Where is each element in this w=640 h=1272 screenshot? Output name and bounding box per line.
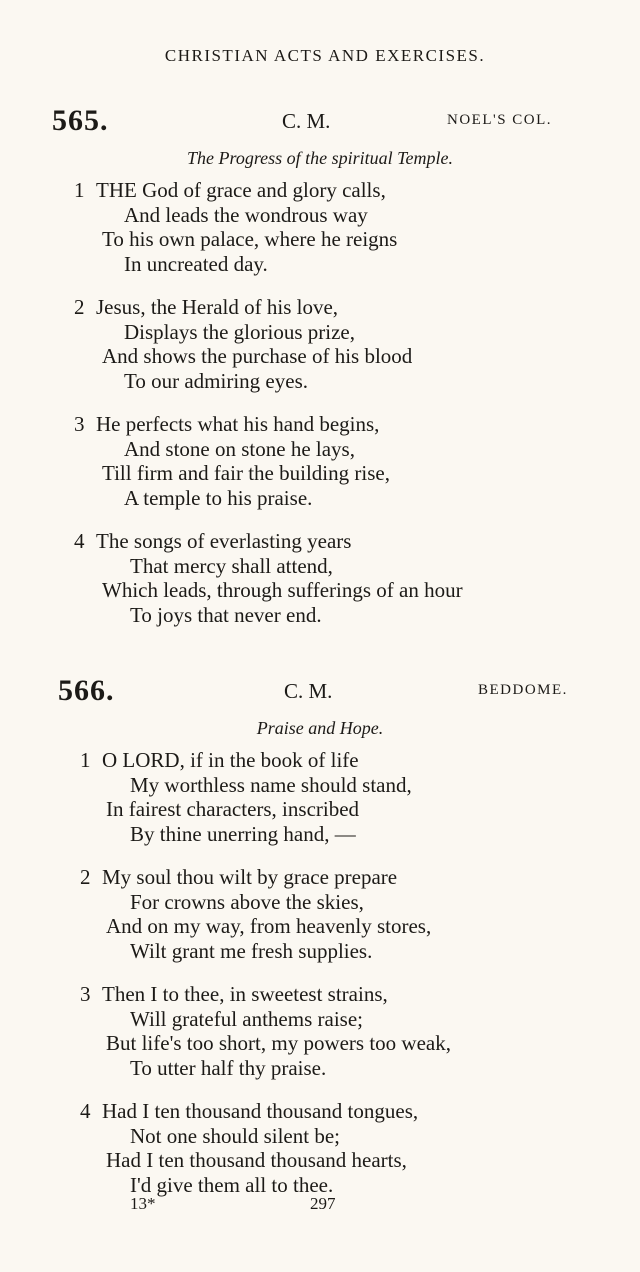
stanza	[0, 178, 640, 276]
hymn-566	[0, 674, 640, 1216]
verse-text: THE God of grace and glory calls,	[96, 178, 386, 202]
stanza-number: 1	[80, 748, 91, 772]
stanza-line: By thine unerring hand, —	[130, 821, 356, 846]
verse-text: He perfects what his hand begins,	[96, 412, 380, 436]
stanza-line: I'd give them all to thee.	[130, 1172, 334, 1197]
stanza	[0, 412, 640, 510]
stanza-line: Will grateful anthems raise;	[130, 1006, 363, 1031]
stanza-line: Which leads, through sufferings of an hour	[102, 578, 463, 602]
stanza-line	[0, 982, 640, 1007]
stanza-line: To his own palace, where he reigns	[102, 227, 398, 251]
stanza-line: Not one should silent be;	[130, 1123, 340, 1148]
stanza	[0, 748, 640, 846]
stanza	[0, 865, 640, 963]
verse-text: The songs of everlasting years	[96, 529, 352, 553]
stanza-line	[0, 178, 640, 203]
page-number: 297	[310, 1194, 336, 1213]
stanza	[0, 1099, 640, 1197]
hymn-meter: C. M.	[284, 679, 333, 703]
signature-mark: 13*	[130, 1194, 156, 1213]
stanza-line: In uncreated day.	[124, 251, 268, 276]
hymn-subtitle: The Progress of the spiritual Temple.	[186, 148, 453, 168]
stanza-number: 4	[80, 1099, 91, 1123]
hymn-subtitle: Praise and Hope.	[256, 718, 384, 738]
hymn-header	[0, 104, 640, 138]
hymn-number: 565.	[52, 104, 109, 137]
stanza-line: Displays the glorious prize,	[124, 319, 355, 344]
stanza-line: For crowns above the skies,	[130, 889, 364, 914]
stanza-line	[0, 865, 640, 890]
stanza	[0, 295, 640, 393]
stanza-line	[0, 295, 640, 320]
stanza-line: A temple to his praise.	[124, 485, 313, 510]
stanza-number: 1	[74, 178, 85, 202]
stanza-line	[0, 529, 640, 554]
stanza-line: My worthless name should stand,	[130, 772, 412, 797]
stanza-line: And stone on stone he lays,	[124, 436, 355, 461]
stanza-line: To utter half thy praise.	[130, 1055, 327, 1080]
stanza	[0, 982, 640, 1080]
stanza-line	[0, 412, 640, 437]
hymn-565	[0, 104, 640, 646]
verse-text: O LORD, if in the book of life	[102, 748, 359, 772]
verse-text: Had I ten thousand thousand tongues,	[102, 1099, 419, 1123]
hymn-number: 566.	[58, 674, 115, 707]
stanza-line: Till firm and fair the building rise,	[102, 461, 390, 485]
stanza-line: But life's too short, my powers too weak,	[106, 1031, 451, 1055]
stanza-line: That mercy shall attend,	[130, 553, 333, 578]
verse-text: Jesus, the Herald of his love,	[96, 295, 339, 319]
hymn-header	[0, 674, 640, 708]
stanza-line: And shows the purchase of his blood	[102, 344, 413, 368]
stanza-line: To our admiring eyes.	[124, 368, 308, 393]
hymn-meter: C. M.	[282, 109, 331, 133]
verse-text: My soul thou wilt by grace prepare	[102, 865, 398, 889]
stanza-line	[0, 1099, 640, 1124]
hymn-author: NOEL'S COL.	[447, 112, 553, 128]
stanza-line	[0, 748, 640, 773]
stanza-line: In fairest characters, inscribed	[106, 797, 360, 821]
stanza-number: 3	[74, 412, 85, 436]
stanza-line: Wilt grant me fresh supplies.	[130, 938, 373, 963]
stanza-line: And leads the wondrous way	[124, 202, 368, 227]
stanza	[0, 529, 640, 627]
stanza-line: To joys that never end.	[130, 602, 322, 627]
stanza-number: 2	[74, 295, 85, 319]
stanza-line: Had I ten thousand thousand hearts,	[106, 1148, 407, 1172]
stanza-number: 4	[74, 529, 85, 553]
stanza-number: 2	[80, 865, 91, 889]
running-head: CHRISTIAN ACTS AND EXERCISES.	[164, 46, 486, 65]
stanza-line: And on my way, from heavenly stores,	[106, 914, 432, 938]
stanza-number: 3	[80, 982, 91, 1006]
verse-text: Then I to thee, in sweetest strains,	[102, 982, 388, 1006]
hymn-author: BEDDOME.	[478, 682, 568, 698]
